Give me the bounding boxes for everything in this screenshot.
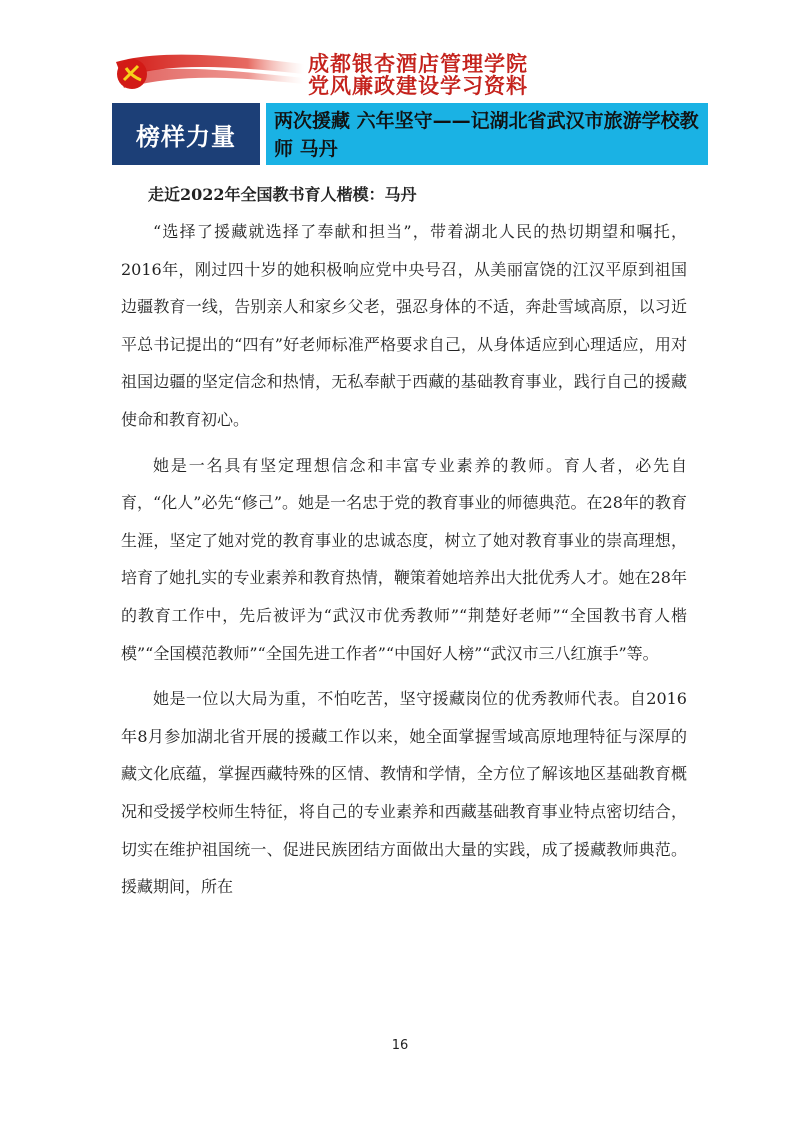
header-institution: 成都银杏酒店管理学院 bbox=[308, 52, 528, 76]
document-header bbox=[108, 40, 708, 96]
party-emblem-logo bbox=[108, 44, 304, 92]
article-body bbox=[121, 213, 687, 914]
title-banner bbox=[112, 103, 708, 165]
section-tag: 榜样力量 bbox=[112, 103, 260, 165]
page-number: 16 bbox=[391, 1038, 409, 1053]
header-subject: 党风廉政建设学习资料 bbox=[308, 74, 528, 98]
article-title: 两次援藏 六年坚守——记湖北省武汉市旅游学校教师 马丹 bbox=[266, 103, 708, 165]
paragraph: 她是一位以大局为重，不怕吃苦，坚守援藏岗位的优秀教师代表。自2016年8月参加湖北省开展的援藏工作以来，她全面掌握雪域高原地理特征与深厚的藏文化底蕴，掌握西藏特殊的区情、教情和学情，全方位了解该地区基础教育概况和受援学校师生特征，将自己的专业素养和西藏基础教育事业特点密切结合，切实在维护祖国统一、促进民族团结方面做出大量的实践，成了援藏教师典范。援藏期间，所在 bbox=[121, 689, 687, 897]
article-subtitle: 走近2022年全国教书育人楷模：马丹 bbox=[148, 185, 417, 204]
paragraph: 她是一名具有坚定理想信念和丰富专业素养的教师。育人者，必先自育，“化人”必先“修己”。她是一名忠于党的教育事业的师德典范。在28年的教育生涯，坚定了她对党的教育事业的忠诚态度，树立了她对教育事业的崇高理想，培育了她扎实的专业素养和教育热情，鞭策着她培养出大批优秀人才。她在28年的教育工作中，先后被评为“武汉市优秀教师”“荆楚好老师”“全国教书育人楷模”“全国模范教师”“全国先进工作者”“中国好人榜”“武汉市三八红旗手”等。 bbox=[121, 455, 687, 663]
paragraph: “选择了援藏就选择了奉献和担当”，带着湖北人民的热切期望和嘱托，2016年，刚过四十岁的她积极响应党中央号召，从美丽富饶的江汉平原到祖国边疆教育一线，告别亲人和家乡父老，强忍身体的不适，奔赴雪域高原，以习近平总书记提出的“四有”好老师标准严格要求自己，从身体适应到心理适应，用对祖国边疆的坚定信念和热情，无私奉献于西藏的基础教育事业，践行自己的援藏使命和教育初心。 bbox=[121, 222, 687, 429]
